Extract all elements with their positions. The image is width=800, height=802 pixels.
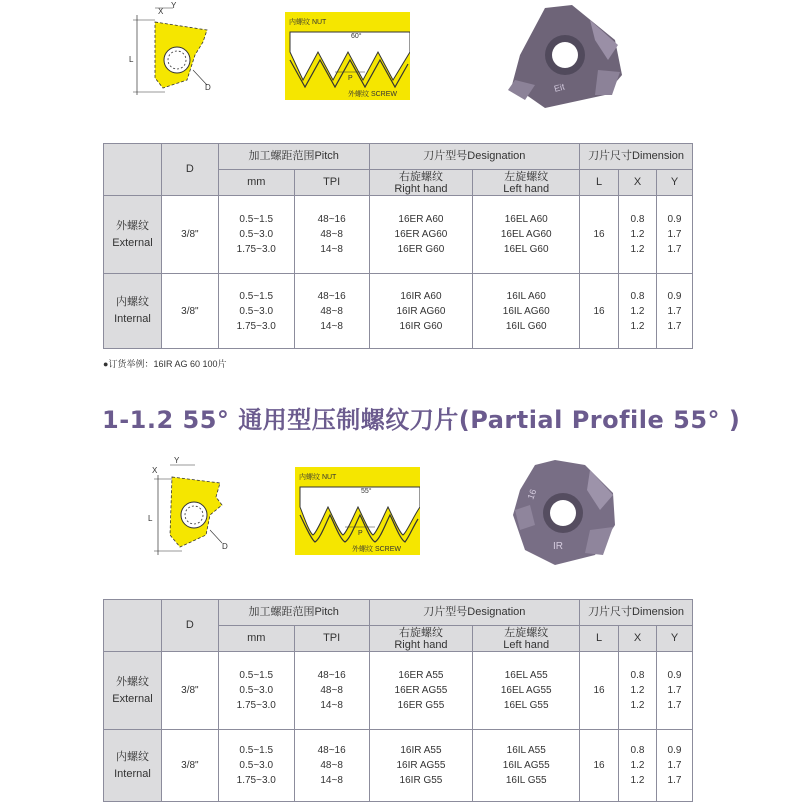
row-mm: 0.5~1.5 0.5~3.0 1.75~3.0: [218, 196, 294, 274]
row-type: 内螺纹 Internal: [104, 730, 162, 802]
dim-d-label: D: [222, 542, 228, 551]
row-tpi: 48~16 48~8 14~8: [294, 274, 369, 349]
dim-y-label: Y: [171, 1, 177, 10]
header-dimension: 刀片尺寸Dimension: [580, 600, 693, 626]
screw-label: 外螺纹 SCREW: [348, 91, 397, 98]
row-l: 16: [580, 274, 619, 349]
row-y: 0.9 1.7 1.7: [656, 730, 692, 802]
row-left-hand: 16EL A60 16EL AG60 16EL G60: [473, 196, 580, 274]
header-pitch: 加工螺距范围Pitch: [218, 144, 369, 170]
header-x: X: [619, 170, 657, 196]
row-right-hand: 16IR A55 16IR AG55 16IR G55: [369, 730, 473, 802]
thread-angle-label: 60°: [351, 33, 362, 40]
table-row: [104, 652, 693, 730]
bullet-icon: ●: [103, 359, 109, 369]
table-row: [104, 196, 693, 274]
row-type: 内螺纹 Internal: [104, 274, 162, 349]
header-dimension: 刀片尺寸Dimension: [580, 144, 693, 170]
insert-photo: [495, 455, 625, 575]
row-left-hand: 16EL A55 16EL AG55 16EL G55: [473, 652, 580, 730]
dim-d-label: D: [205, 83, 211, 92]
pitch-label: P: [348, 75, 353, 82]
header-pitch: 加工螺距范围Pitch: [218, 600, 369, 626]
row-type: 外螺纹 External: [104, 196, 162, 274]
row-tpi: 48~16 48~8 14~8: [294, 652, 369, 730]
row-tpi: 48~16 48~8 14~8: [294, 196, 369, 274]
header-right-hand: 右旋螺纹 Right hand: [369, 170, 473, 196]
dim-l-label: L: [129, 55, 134, 64]
row-d: 3/8": [161, 652, 218, 730]
row-d: 3/8": [161, 196, 218, 274]
header-y: Y: [656, 170, 692, 196]
dim-l-label: L: [148, 514, 153, 523]
nut-label: 内螺纹 NUT: [299, 474, 337, 481]
order-example-note: ●订货举例：16IR AG 60 100片: [103, 359, 227, 369]
row-right-hand: 16IR A60 16IR AG60 16IR G60: [369, 274, 473, 349]
header-mm: mm: [218, 626, 294, 652]
pitch-label: P: [358, 530, 363, 537]
spec-table-60: [103, 143, 693, 349]
row-l: 16: [580, 196, 619, 274]
header-right-hand: 右旋螺纹 Right hand: [369, 626, 473, 652]
row-y: 0.9 1.7 1.7: [656, 274, 692, 349]
row-mm: 0.5~1.5 0.5~3.0 1.75~3.0: [218, 274, 294, 349]
table-row: [104, 274, 693, 349]
dim-y-label: Y: [174, 456, 180, 465]
row-right-hand: 16ER A55 16ER AG55 16ER G55: [369, 652, 473, 730]
section-title-55: 1-1.2 55° 通用型压制螺纹刀片(Partial Profile 55° ): [102, 406, 741, 434]
dim-x-label: X: [152, 466, 158, 475]
thread-angle-label: 55°: [361, 488, 372, 495]
row-x: 0.8 1.2 1.2: [619, 652, 657, 730]
row-type: 外螺纹 External: [104, 652, 162, 730]
header-designation: 刀片型号Designation: [369, 144, 580, 170]
row-mm: 0.5~1.5 0.5~3.0 1.75~3.0: [218, 652, 294, 730]
header-d: D: [161, 600, 218, 652]
header-left-hand: 左旋螺纹 Left hand: [473, 170, 580, 196]
table-row: [104, 730, 693, 802]
header-d: D: [161, 144, 218, 196]
insert-marking-2: 16: [525, 487, 539, 501]
header-l: L: [580, 626, 619, 652]
corner-cell: [104, 600, 162, 652]
corner-cell: [104, 144, 162, 196]
nut-label: 内螺纹 NUT: [289, 19, 327, 26]
insert-marking: Eit: [552, 81, 566, 94]
screw-label: 外螺纹 SCREW: [352, 546, 401, 553]
insert-dimension-diagram: [140, 455, 250, 565]
dim-x-label: X: [158, 7, 164, 16]
header-designation: 刀片型号Designation: [369, 600, 580, 626]
spec-table-55: [103, 599, 693, 802]
insert-dimension-diagram: [125, 0, 235, 105]
thread-profile-diagram: [285, 12, 410, 100]
insert-photo: [500, 0, 630, 120]
row-x: 0.8 1.2 1.2: [619, 274, 657, 349]
header-mm: mm: [218, 170, 294, 196]
row-x: 0.8 1.2 1.2: [619, 196, 657, 274]
row-left-hand: 16IL A55 16IL AG55 16IL G55: [473, 730, 580, 802]
row-y: 0.9 1.7 1.7: [656, 652, 692, 730]
row-right-hand: 16ER A60 16ER AG60 16ER G60: [369, 196, 473, 274]
header-y: Y: [656, 626, 692, 652]
row-d: 3/8": [161, 730, 218, 802]
header-x: X: [619, 626, 657, 652]
row-left-hand: 16IL A60 16IL AG60 16IL G60: [473, 274, 580, 349]
header-left-hand: 左旋螺纹 Left hand: [473, 626, 580, 652]
header-tpi: TPI: [294, 626, 369, 652]
row-d: 3/8": [161, 274, 218, 349]
row-mm: 0.5~1.5 0.5~3.0 1.75~3.0: [218, 730, 294, 802]
row-y: 0.9 1.7 1.7: [656, 196, 692, 274]
row-tpi: 48~16 48~8 14~8: [294, 730, 369, 802]
thread-profile-diagram: [295, 467, 420, 555]
insert-marking: IR: [553, 541, 563, 552]
row-x: 0.8 1.2 1.2: [619, 730, 657, 802]
row-l: 16: [580, 730, 619, 802]
header-tpi: TPI: [294, 170, 369, 196]
header-l: L: [580, 170, 619, 196]
row-l: 16: [580, 652, 619, 730]
